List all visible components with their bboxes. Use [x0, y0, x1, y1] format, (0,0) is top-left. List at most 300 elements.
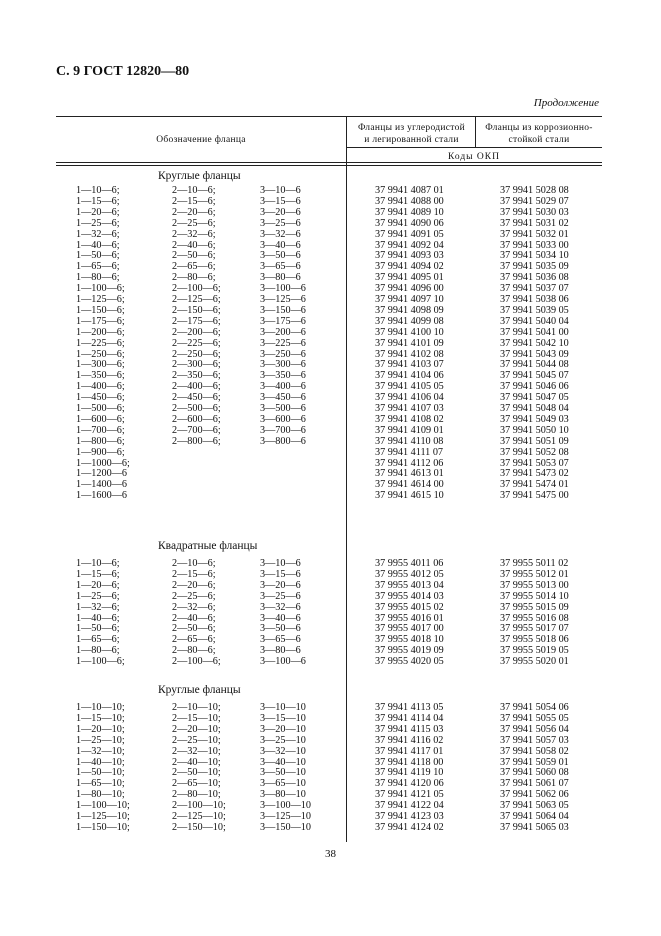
okp-carbon-cell: 37 9941 4101 09 [375, 337, 444, 349]
designation-1-cell: 1—800—6; [76, 435, 125, 447]
okp-carbon-cell: 37 9941 4098 09 [375, 304, 444, 316]
okp-carbon-cell: 37 9941 4112 06 [375, 457, 444, 469]
designation-2-cell: 2—25—10; [172, 734, 221, 746]
designation-1-cell: 1—900—6; [76, 446, 125, 458]
table-row [0, 241, 661, 251]
okp-stainless-cell: 37 9941 5064 04 [500, 811, 569, 822]
designation-3-cell: 3—600—6 [260, 413, 306, 425]
okp-carbon-cell: 37 9955 4018 10 [375, 634, 444, 646]
okp-stainless-cell: 37 9941 5047 05 [500, 392, 569, 404]
designation-1-cell: 1—125—6; [76, 294, 125, 305]
table-row [0, 614, 661, 624]
okp-stainless-cell: 37 9941 5034 10 [500, 250, 569, 262]
header-designation: Обозначение фланца [156, 135, 246, 145]
designation-3-cell: 3—100—10 [260, 800, 311, 812]
designation-3-cell: 3—25—6 [260, 590, 301, 602]
okp-stainless-cell: 37 9955 5011 02 [500, 558, 569, 569]
designation-1-cell: 1—40—10; [76, 756, 125, 768]
continuation-label: Продолжение [533, 97, 599, 109]
okp-carbon-cell: 37 9941 4103 07 [375, 359, 444, 371]
designation-1-cell: 1—1200—6 [76, 468, 127, 480]
designation-3-cell: 3—125—10 [260, 811, 311, 822]
designation-2-cell: 2—225—6; [172, 337, 221, 349]
okp-stainless-cell: 37 9941 5051 09 [500, 435, 569, 447]
okp-carbon-cell: 37 9941 4099 08 [375, 315, 444, 327]
table-row [0, 437, 661, 447]
designation-1-cell: 1—32—10; [76, 745, 125, 757]
designation-3-cell: 3—225—6 [260, 337, 306, 349]
designation-3-cell: 3—400—6 [260, 381, 306, 393]
header-bottom-rule-2 [56, 165, 602, 166]
okp-carbon-cell: 37 9941 4116 02 [375, 734, 444, 746]
okp-carbon-cell: 37 9941 4087 01 [375, 185, 444, 196]
designation-1-cell: 1—175—6; [76, 315, 125, 327]
okp-stainless-cell: 37 9941 5035 09 [500, 261, 569, 273]
table-row [0, 350, 661, 360]
designation-1-cell: 1—25—6; [76, 590, 120, 602]
designation-1-cell: 1—50—6; [76, 623, 120, 635]
designation-2-cell: 2—700—6; [172, 424, 221, 436]
designation-2-cell: 2—32—10; [172, 745, 221, 757]
designation-3-cell: 3—20—10 [260, 723, 306, 735]
designation-1-cell: 1—80—10; [76, 789, 125, 801]
table-row [0, 790, 661, 800]
okp-carbon-cell: 37 9941 4097 10 [375, 294, 444, 305]
okp-carbon-cell: 37 9941 4114 04 [375, 712, 444, 724]
designation-3-cell: 3—50—6 [260, 250, 301, 262]
okp-rule [346, 147, 602, 148]
designation-3-cell: 3—80—6 [260, 272, 301, 284]
designation-1-cell: 1—20—6; [76, 579, 120, 591]
table-row [0, 393, 661, 403]
table-row [0, 415, 661, 425]
okp-carbon-cell: 37 9941 4107 03 [375, 403, 444, 414]
okp-stainless-cell: 37 9941 5055 05 [500, 712, 569, 724]
designation-1-cell: 1—1000—6; [76, 457, 130, 469]
designation-2-cell: 2—150—10; [172, 821, 226, 833]
header-carbon-steel: Фланцы из углеродистой и легированной стали [357, 123, 466, 145]
designation-3-cell: 3—150—10 [260, 821, 311, 833]
table-row [0, 469, 661, 479]
designation-2-cell: 2—20—10; [172, 723, 221, 735]
okp-stainless-cell: 37 9941 5063 05 [500, 800, 569, 812]
designation-2-cell: 2—500—6; [172, 403, 221, 414]
designation-2-cell: 2—15—6; [172, 195, 216, 207]
table-row [0, 273, 661, 283]
okp-carbon-cell: 37 9941 4094 02 [375, 261, 444, 273]
designation-2-cell: 2—65—10; [172, 778, 221, 790]
okp-stainless-cell: 37 9941 5028 08 [500, 185, 569, 196]
designation-2-cell: 2—40—10; [172, 756, 221, 768]
okp-stainless-cell: 37 9941 5048 04 [500, 403, 569, 414]
designation-2-cell: 2—65—6; [172, 261, 216, 273]
designation-2-cell: 2—10—6; [172, 558, 216, 569]
designation-3-cell: 3—700—6 [260, 424, 306, 436]
designation-2-cell: 2—32—6; [172, 228, 216, 240]
okp-stainless-cell: 37 9941 5038 06 [500, 294, 569, 305]
table-row [0, 317, 661, 327]
designation-2-cell: 2—40—6; [172, 612, 216, 624]
okp-carbon-cell: 37 9941 4092 04 [375, 239, 444, 251]
okp-stainless-cell: 37 9941 5060 08 [500, 767, 569, 779]
designation-1-cell: 1—350—6; [76, 370, 125, 382]
designation-3-cell: 3—20—6 [260, 579, 301, 591]
designation-3-cell: 3—250—6 [260, 348, 306, 360]
okp-carbon-cell: 37 9941 4088 00 [375, 195, 444, 207]
table-row [0, 823, 661, 833]
designation-3-cell: 3—125—6 [260, 294, 306, 305]
designation-2-cell: 2—80—10; [172, 789, 221, 801]
designation-3-cell: 3—65—6 [260, 634, 301, 646]
okp-stainless-cell: 37 9941 5045 07 [500, 370, 569, 382]
okp-stainless-cell: 37 9941 5054 06 [500, 702, 569, 713]
table-row [0, 426, 661, 436]
okp-carbon-cell: 37 9941 4089 10 [375, 206, 444, 218]
designation-1-cell: 1—65—6; [76, 634, 120, 646]
designation-2-cell: 2—100—6; [172, 283, 221, 295]
designation-3-cell: 3—40—6 [260, 612, 301, 624]
okp-carbon-cell: 37 9941 4111 07 [375, 446, 444, 458]
designation-1-cell: 1—32—6; [76, 601, 120, 613]
designation-2-cell: 2—10—6; [172, 185, 216, 196]
table-row [0, 404, 661, 414]
okp-carbon-cell: 37 9941 4118 00 [375, 756, 444, 768]
okp-carbon-cell: 37 9941 4614 00 [375, 479, 444, 491]
designation-3-cell: 3—500—6 [260, 403, 306, 414]
table-row [0, 801, 661, 811]
designation-1-cell: 1—200—6; [76, 326, 125, 338]
okp-stainless-cell: 37 9941 5052 08 [500, 446, 569, 458]
designation-1-cell: 1—15—6; [76, 568, 120, 580]
designation-3-cell: 3—10—6 [260, 558, 301, 569]
okp-carbon-cell: 37 9955 4020 05 [375, 656, 444, 668]
designation-2-cell: 2—80—6; [172, 645, 216, 657]
page-number: 38 [325, 848, 336, 860]
okp-stainless-cell: 37 9941 5041 00 [500, 326, 569, 338]
table-row [0, 725, 661, 735]
designation-3-cell: 3—32—6 [260, 228, 301, 240]
okp-stainless-cell: 37 9941 5042 10 [500, 337, 569, 349]
designation-1-cell: 1—10—6; [76, 558, 120, 569]
designation-3-cell: 3—50—10 [260, 767, 306, 779]
designation-1-cell: 1—20—6; [76, 206, 120, 218]
designation-2-cell: 2—400—6; [172, 381, 221, 393]
okp-carbon-cell: 37 9941 4123 03 [375, 811, 444, 822]
table-row [0, 360, 661, 370]
designation-1-cell: 1—32—6; [76, 228, 120, 240]
designation-1-cell: 1—150—10; [76, 821, 130, 833]
okp-stainless-cell: 37 9955 5016 08 [500, 612, 569, 624]
okp-carbon-cell: 37 9941 4119 10 [375, 767, 444, 779]
designation-2-cell: 2—300—6; [172, 359, 221, 371]
section-title: Квадратные фланцы [158, 540, 258, 552]
designation-3-cell: 3—150—6 [260, 304, 306, 316]
designation-2-cell: 2—15—10; [172, 712, 221, 724]
designation-2-cell: 2—40—6; [172, 239, 216, 251]
table-row [0, 736, 661, 746]
table-row [0, 592, 661, 602]
designation-2-cell: 2—32—6; [172, 601, 216, 613]
table-row [0, 581, 661, 591]
okp-stainless-cell: 37 9941 5037 07 [500, 283, 569, 295]
okp-stainless-cell: 37 9941 5049 03 [500, 413, 569, 425]
table-row [0, 197, 661, 207]
designation-1-cell: 1—700—6; [76, 424, 125, 436]
designation-2-cell: 2—25—6; [172, 217, 216, 229]
designation-3-cell: 3—40—10 [260, 756, 306, 768]
okp-stainless-cell: 37 9941 5050 10 [500, 424, 569, 436]
table-row [0, 657, 661, 667]
designation-1-cell: 1—50—6; [76, 250, 120, 262]
okp-stainless-cell: 37 9941 5059 01 [500, 756, 569, 768]
okp-stainless-cell: 37 9941 5053 07 [500, 457, 569, 469]
designation-1-cell: 1—225—6; [76, 337, 125, 349]
designation-1-cell: 1—50—10; [76, 767, 125, 779]
designation-1-cell: 1—500—6; [76, 403, 125, 414]
table-row [0, 459, 661, 469]
table-row [0, 262, 661, 272]
designation-1-cell: 1—40—6; [76, 612, 120, 624]
designation-1-cell: 1—25—10; [76, 734, 125, 746]
designation-3-cell: 3—32—10 [260, 745, 306, 757]
designation-2-cell: 2—15—6; [172, 568, 216, 580]
table-row [0, 812, 661, 822]
table-row [0, 186, 661, 196]
designation-3-cell: 3—100—6 [260, 283, 306, 295]
okp-stainless-cell: 37 9941 5057 03 [500, 734, 569, 746]
table-top-rule [56, 116, 602, 117]
okp-stainless-cell: 37 9941 5046 06 [500, 381, 569, 393]
table-row [0, 339, 661, 349]
designation-3-cell: 3—800—6 [260, 435, 306, 447]
okp-carbon-cell: 37 9955 4011 06 [375, 558, 444, 569]
table-row [0, 714, 661, 724]
header-okp-codes: Коды ОКП [448, 152, 500, 162]
okp-carbon-cell: 37 9941 4122 04 [375, 800, 444, 812]
table-row [0, 251, 661, 261]
okp-carbon-cell: 37 9941 4615 10 [375, 490, 444, 502]
designation-2-cell: 2—100—6; [172, 656, 221, 668]
okp-carbon-cell: 37 9941 4110 08 [375, 435, 444, 447]
okp-carbon-cell: 37 9955 4014 03 [375, 590, 444, 602]
designation-3-cell: 3—10—10 [260, 702, 306, 713]
designation-3-cell: 3—25—10 [260, 734, 306, 746]
okp-stainless-cell: 37 9955 5017 07 [500, 623, 569, 635]
designation-1-cell: 1—80—6; [76, 645, 120, 657]
designation-3-cell: 3—50—6 [260, 623, 301, 635]
designation-2-cell: 2—25—6; [172, 590, 216, 602]
designation-1-cell: 1—80—6; [76, 272, 120, 284]
okp-carbon-cell: 37 9941 4117 01 [375, 745, 444, 757]
designation-3-cell: 3—40—6 [260, 239, 301, 251]
designation-1-cell: 1—20—10; [76, 723, 125, 735]
okp-stainless-cell: 37 9941 5036 08 [500, 272, 569, 284]
table-row [0, 646, 661, 656]
designation-2-cell: 2—250—6; [172, 348, 221, 360]
designation-2-cell: 2—20—6; [172, 206, 216, 218]
okp-stainless-cell: 37 9941 5058 02 [500, 745, 569, 757]
designation-2-cell: 2—100—10; [172, 800, 226, 812]
okp-stainless-cell: 37 9941 5031 02 [500, 217, 569, 229]
table-row [0, 570, 661, 580]
designation-2-cell: 2—350—6; [172, 370, 221, 382]
designation-1-cell: 1—150—6; [76, 304, 125, 316]
okp-carbon-cell: 37 9941 4100 10 [375, 326, 444, 338]
table-row [0, 382, 661, 392]
designation-1-cell: 1—40—6; [76, 239, 120, 251]
designation-1-cell: 1—10—6; [76, 185, 120, 196]
designation-1-cell: 1—450—6; [76, 392, 125, 404]
okp-stainless-cell: 37 9955 5013 00 [500, 579, 569, 591]
okp-stainless-cell: 37 9941 5475 00 [500, 490, 569, 502]
designation-3-cell: 3—20—6 [260, 206, 301, 218]
designation-3-cell: 3—450—6 [260, 392, 306, 404]
okp-stainless-cell: 37 9941 5044 08 [500, 359, 569, 371]
okp-stainless-cell: 37 9941 5030 03 [500, 206, 569, 218]
table-row [0, 624, 661, 634]
table-row [0, 208, 661, 218]
table-row [0, 448, 661, 458]
designation-3-cell: 3—32—6 [260, 601, 301, 613]
okp-carbon-cell: 37 9941 4121 05 [375, 789, 444, 801]
okp-carbon-cell: 37 9941 4104 06 [375, 370, 444, 382]
designation-3-cell: 3—80—6 [260, 645, 301, 657]
table-row [0, 219, 661, 229]
designation-2-cell: 2—150—6; [172, 304, 221, 316]
table-row [0, 635, 661, 645]
okp-stainless-cell: 37 9941 5065 03 [500, 821, 569, 833]
okp-carbon-cell: 37 9941 4124 02 [375, 821, 444, 833]
designation-3-cell: 3—300—6 [260, 359, 306, 371]
table-row [0, 306, 661, 316]
okp-carbon-cell: 37 9941 4090 06 [375, 217, 444, 229]
table-row [0, 603, 661, 613]
designation-1-cell: 1—250—6; [76, 348, 125, 360]
designation-3-cell: 3—25—6 [260, 217, 301, 229]
designation-2-cell: 2—450—6; [172, 392, 221, 404]
designation-1-cell: 1—300—6; [76, 359, 125, 371]
table-row [0, 703, 661, 713]
designation-1-cell: 1—100—6; [76, 283, 125, 295]
designation-1-cell: 1—100—10; [76, 800, 130, 812]
designation-2-cell: 2—125—10; [172, 811, 226, 822]
okp-stainless-cell: 37 9955 5019 05 [500, 645, 569, 657]
designation-3-cell: 3—80—10 [260, 789, 306, 801]
page-header: С. 9 ГОСТ 12820—80 [56, 64, 190, 79]
table-row [0, 491, 661, 501]
designation-1-cell: 1—65—6; [76, 261, 120, 273]
table-row [0, 758, 661, 768]
table-row [0, 295, 661, 305]
designation-2-cell: 2—50—6; [172, 250, 216, 262]
okp-stainless-cell: 37 9941 5061 07 [500, 778, 569, 790]
designation-3-cell: 3—15—10 [260, 712, 306, 724]
okp-carbon-cell: 37 9941 4120 06 [375, 778, 444, 790]
designation-2-cell: 2—800—6; [172, 435, 221, 447]
okp-carbon-cell: 37 9941 4093 03 [375, 250, 444, 262]
table-row [0, 768, 661, 778]
designation-2-cell: 2—600—6; [172, 413, 221, 425]
okp-carbon-cell: 37 9941 4105 05 [375, 381, 444, 393]
okp-stainless-cell: 37 9941 5029 07 [500, 195, 569, 207]
table-row [0, 779, 661, 789]
okp-carbon-cell: 37 9941 4115 03 [375, 723, 444, 735]
okp-carbon-cell: 37 9941 4106 04 [375, 392, 444, 404]
okp-stainless-cell: 37 9955 5012 01 [500, 568, 569, 580]
okp-carbon-cell: 37 9941 4096 00 [375, 283, 444, 295]
designation-2-cell: 2—175—6; [172, 315, 221, 327]
designation-3-cell: 3—200—6 [260, 326, 306, 338]
okp-carbon-cell: 37 9955 4013 04 [375, 579, 444, 591]
designation-3-cell: 3—15—6 [260, 195, 301, 207]
okp-carbon-cell: 37 9941 4113 05 [375, 702, 444, 713]
designation-1-cell: 1—25—6; [76, 217, 120, 229]
okp-stainless-cell: 37 9941 5062 06 [500, 789, 569, 801]
designation-2-cell: 2—10—10; [172, 702, 221, 713]
designation-3-cell: 3—350—6 [260, 370, 306, 382]
okp-stainless-cell: 37 9941 5473 02 [500, 468, 569, 480]
table-row [0, 230, 661, 240]
designation-1-cell: 1—15—6; [76, 195, 120, 207]
designation-2-cell: 2—50—10; [172, 767, 221, 779]
okp-carbon-cell: 37 9955 4012 05 [375, 568, 444, 580]
designation-1-cell: 1—600—6; [76, 413, 125, 425]
okp-carbon-cell: 37 9941 4091 05 [375, 228, 444, 240]
designation-3-cell: 3—65—6 [260, 261, 301, 273]
okp-carbon-cell: 37 9955 4015 02 [375, 601, 444, 613]
okp-carbon-cell: 37 9941 4109 01 [375, 424, 444, 436]
table-row [0, 284, 661, 294]
okp-stainless-cell: 37 9941 5039 05 [500, 304, 569, 316]
okp-carbon-cell: 37 9941 4108 02 [375, 413, 444, 425]
okp-stainless-cell: 37 9955 5014 10 [500, 590, 569, 602]
designation-2-cell: 2—80—6; [172, 272, 216, 284]
designation-1-cell: 1—65—10; [76, 778, 125, 790]
designation-1-cell: 1—15—10; [76, 712, 125, 724]
designation-1-cell: 1—1400—6 [76, 479, 127, 491]
designation-1-cell: 1—400—6; [76, 381, 125, 393]
okp-stainless-cell: 37 9941 5043 09 [500, 348, 569, 360]
designation-1-cell: 1—10—10; [76, 702, 125, 713]
table-row [0, 747, 661, 757]
okp-carbon-cell: 37 9955 4017 00 [375, 623, 444, 635]
designation-2-cell: 2—20—6; [172, 579, 216, 591]
designation-3-cell: 3—100—6 [260, 656, 306, 668]
section-title: Круглые фланцы [158, 684, 241, 696]
okp-stainless-cell: 37 9941 5474 01 [500, 479, 569, 491]
designation-3-cell: 3—15—6 [260, 568, 301, 580]
designation-1-cell: 1—125—10; [76, 811, 130, 822]
okp-stainless-cell: 37 9941 5040 04 [500, 315, 569, 327]
header-stainless-steel: Фланцы из коррозионно-стойкой стали [485, 123, 593, 145]
section-title: Круглые фланцы [158, 170, 241, 182]
designation-3-cell: 3—175—6 [260, 315, 306, 327]
okp-carbon-cell: 37 9941 4613 01 [375, 468, 444, 480]
designation-3-cell: 3—10—6 [260, 185, 301, 196]
column-divider-right [475, 116, 476, 147]
okp-stainless-cell: 37 9941 5033 00 [500, 239, 569, 251]
designation-2-cell: 2—50—6; [172, 623, 216, 635]
okp-carbon-cell: 37 9955 4019 09 [375, 645, 444, 657]
designation-2-cell: 2—200—6; [172, 326, 221, 338]
designation-1-cell: 1—100—6; [76, 656, 125, 668]
table-row [0, 371, 661, 381]
table-row [0, 559, 661, 569]
okp-carbon-cell: 37 9955 4016 01 [375, 612, 444, 624]
okp-carbon-cell: 37 9941 4095 01 [375, 272, 444, 284]
okp-stainless-cell: 37 9941 5032 01 [500, 228, 569, 240]
designation-3-cell: 3—65—10 [260, 778, 306, 790]
